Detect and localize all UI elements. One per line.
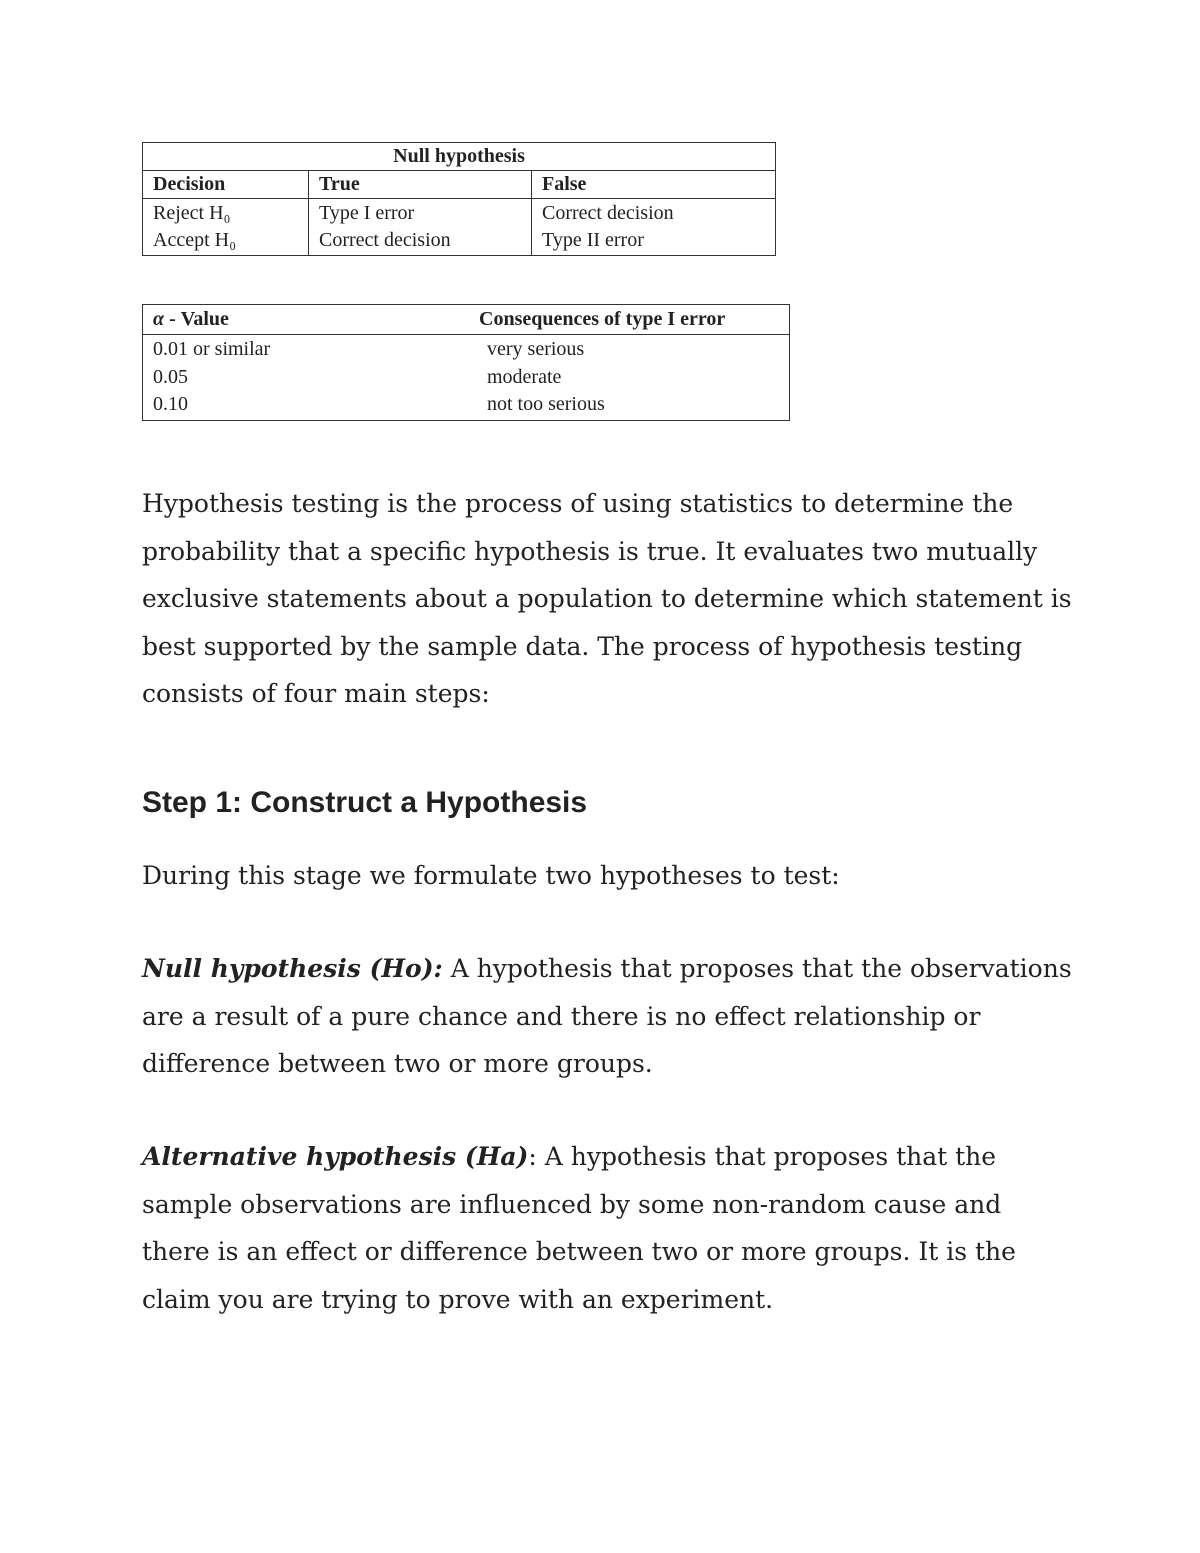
alpha-table (142, 304, 790, 421)
table-cell: 0.10 (153, 393, 188, 415)
false-cell (532, 199, 776, 256)
decision-cell (143, 199, 309, 256)
alpha-values-cell (143, 335, 470, 421)
table-cell: Reject H₀ (153, 202, 231, 224)
intro-paragraph: Hypothesis testing is the process of using statistics to determine the probability that a specific hypothesis is true. It evaluates two mutually exclusive statements about a population to determine which statement is best supported by the sample data. The process of hypothesis testing consists of four main steps: (142, 489, 1072, 708)
column-header-true: True (309, 171, 532, 199)
column-header-alpha (143, 305, 470, 335)
table-cell: moderate (487, 365, 562, 388)
null-hypothesis-text: A hypothesis that proposes that the observations are a result of a pure chance and there is no effect relationship or difference between two or more groups. (142, 954, 1072, 1078)
table-cell: Correct decision (319, 229, 451, 251)
column-header-decision: Decision (143, 171, 309, 199)
alternative-hypothesis-text: : A hypothesis that proposes that the sample observations are influenced by some non-random cause and there is an effect or difference between two or more groups. It is the claim you are trying to prove with an experiment. (142, 1142, 1016, 1314)
table-title: Null hypothesis (143, 143, 776, 171)
table-cell: 0.05 (153, 365, 188, 388)
alpha-label: - Value (164, 308, 229, 330)
table-cell: very serious (487, 338, 585, 360)
null-hypothesis-paragraph (142, 945, 1072, 1088)
table-cell: 0.01 or similar (153, 338, 271, 360)
table-cell: Accept H₀ (153, 229, 237, 251)
section-heading: Step 1: Construct a Hypothesis (142, 786, 588, 819)
table-cell: Type II error (542, 229, 644, 251)
null-hypothesis-term: Null hypothesis (Ho): (142, 954, 443, 983)
column-header-consequence: Consequences of type I error (469, 305, 790, 335)
decision-table (142, 142, 776, 256)
column-header-false: False (532, 171, 776, 199)
alpha-symbol: α (153, 308, 165, 330)
table-cell: not too serious (487, 393, 605, 415)
consequences-cell (469, 335, 790, 421)
alternative-hypothesis-paragraph (142, 1133, 1072, 1323)
alternative-hypothesis-term: Alternative hypothesis (Ha) (142, 1142, 529, 1171)
table-cell: Type I error (319, 202, 415, 224)
table-cell: Correct decision (542, 202, 674, 224)
stage-paragraph: During this stage we formulate two hypotheses to test: (142, 861, 840, 890)
true-cell (309, 199, 532, 256)
